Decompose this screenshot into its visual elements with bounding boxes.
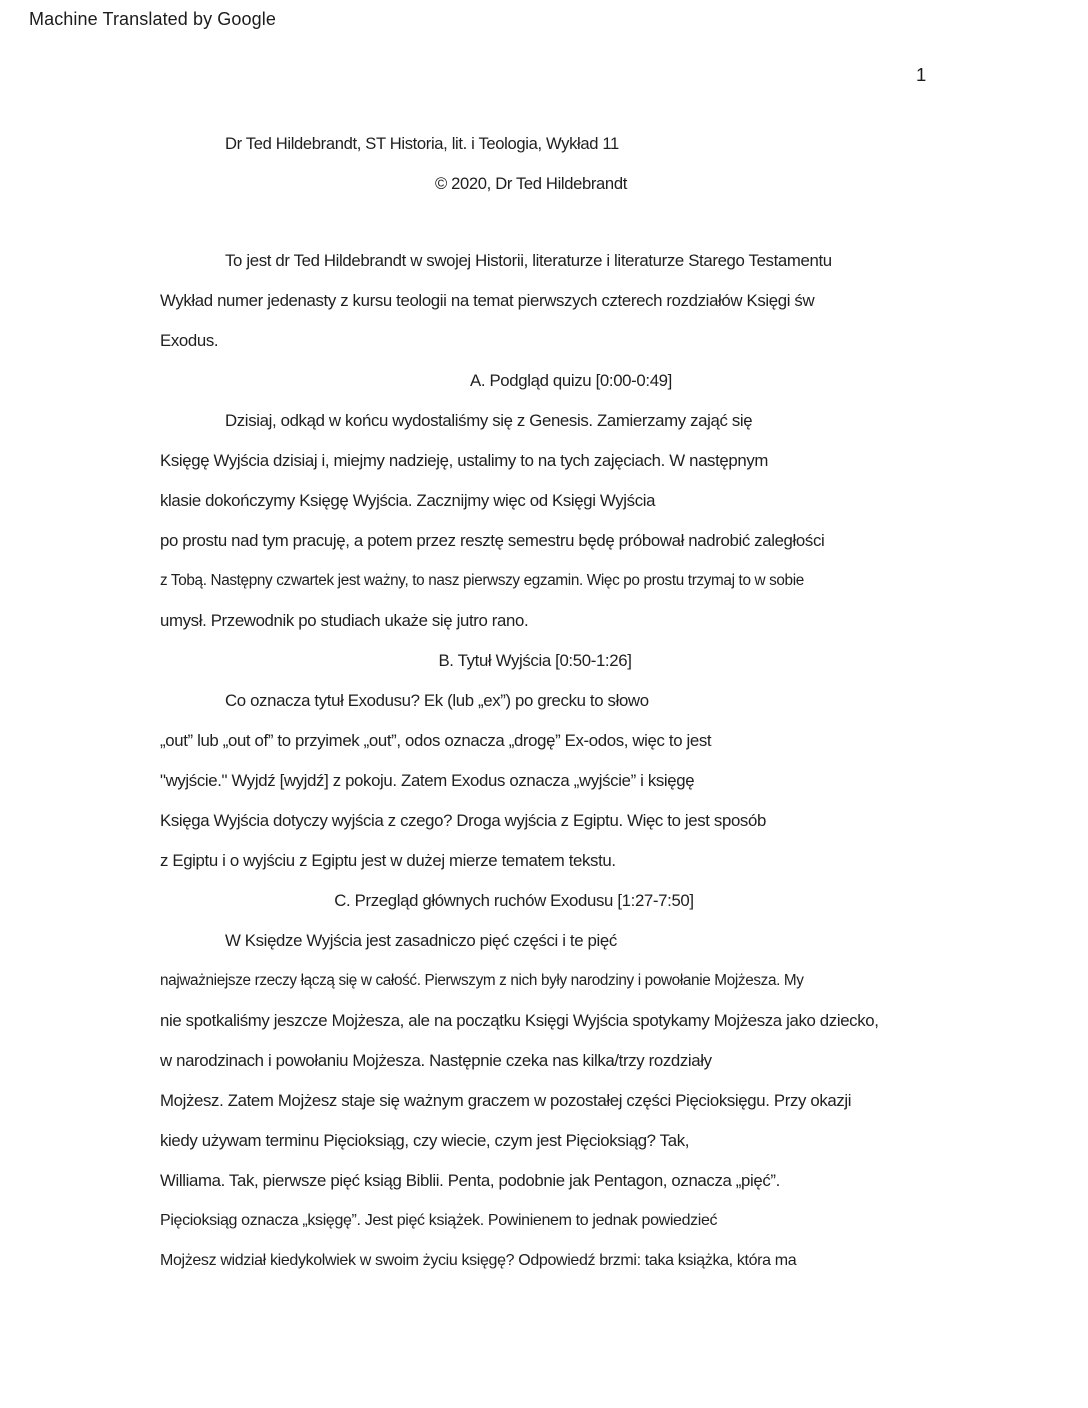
text-line: Dzisiaj, odkąd w końcu wydostaliśmy się z Genesis. Zamierzamy zająć się: [225, 411, 753, 430]
text-line: „out” lub „out of” to przyimek „out”, odos oznacza „drogę” Ex-odos, więc to jest: [160, 731, 712, 750]
text-line: najważniejsze rzeczy łączą się w całość. Pierwszym z nich były narodziny i powołanie Mojżesza. My: [160, 972, 804, 989]
section-c-heading: C. Przegląd głównych ruchów Exodusu [1:27-7:50]: [334, 891, 694, 910]
page-number: 1: [916, 64, 927, 85]
doc-title: Dr Ted Hildebrandt, ST Historia, lit. i Teologia, Wykład 11: [225, 134, 619, 153]
text-line: Williama. Tak, pierwsze pięć ksiąg Biblii. Penta, podobnie jak Pentagon, oznacza „pięć”.: [160, 1171, 780, 1190]
text-line: W Księdze Wyjścia jest zasadniczo pięć części i te pięć: [225, 931, 617, 950]
text-line: po prostu nad tym pracuję, a potem przez resztę semestru będę próbował nadrobić zaległości: [160, 531, 825, 550]
machine-translated-banner: Machine Translated by Google: [29, 9, 276, 29]
text-line: Mojżesz widział kiedykolwiek w swoim życiu księgę? Odpowiedź brzmi: taka książka, która ma: [160, 1252, 797, 1269]
text-line: z Tobą. Następny czwartek jest ważny, to nasz pierwszy egzamin. Więc po prostu trzymaj to w sobie: [160, 572, 804, 589]
text-line: kiedy używam terminu Pięcioksiąg, czy wiecie, czym jest Pięcioksiąg? Tak,: [160, 1131, 690, 1150]
text-line: z Egiptu i o wyjściu z Egiptu jest w dużej mierze tematem tekstu.: [160, 851, 616, 870]
text-line: "wyjście." Wyjdź [wyjdź] z pokoju. Zatem Exodus oznacza „wyjście” i księgę: [160, 771, 695, 790]
section-b-heading: B. Tytuł Wyjścia [0:50-1:26]: [438, 651, 632, 670]
text-line: klasie dokończymy Księgę Wyjścia. Zacznijmy więc od Księgi Wyjścia: [160, 491, 656, 510]
text-line: w narodzinach i powołaniu Mojżesza. Następnie czeka nas kilka/trzy rozdziały: [160, 1051, 712, 1070]
text-line: Księga Wyjścia dotyczy wyjścia z czego? Droga wyjścia z Egiptu. Więc to jest sposób: [160, 811, 766, 830]
text-line: nie spotkaliśmy jeszcze Mojżesza, ale na początku Księgi Wyjścia spotykamy Mojżesza jako dziecko,: [160, 1011, 879, 1030]
document-content: [160, 124, 966, 1281]
text-line: Mojżesz. Zatem Mojżesz staje się ważnym graczem w pozostałej części Pięcioksięgu. Przy okazji: [160, 1091, 852, 1110]
copyright-line: © 2020, Dr Ted Hildebrandt: [435, 174, 627, 193]
text-line: umysł. Przewodnik po studiach ukaże się jutro rano.: [160, 611, 529, 630]
text-line: To jest dr Ted Hildebrandt w swojej Historii, literaturze i literaturze Starego Testamentu: [225, 251, 832, 270]
text-line: Exodus.: [160, 331, 219, 350]
text-line: Pięcioksiąg oznacza „księgę”. Jest pięć książek. Powinienem to jednak powiedzieć: [160, 1212, 718, 1229]
text-line: Co oznacza tytuł Exodusu? Ek (lub „ex”) po grecku to słowo: [225, 691, 649, 710]
text-line: Księgę Wyjścia dzisiaj i, miejmy nadzieję, ustalimy to na tych zajęciach. W następnym: [160, 451, 769, 470]
section-a-heading: A. Podgląd quizu [0:00-0:49]: [470, 371, 672, 390]
text-line: Wykład numer jedenasty z kursu teologii na temat pierwszych czterech rozdziałów Księgi św: [160, 291, 815, 310]
